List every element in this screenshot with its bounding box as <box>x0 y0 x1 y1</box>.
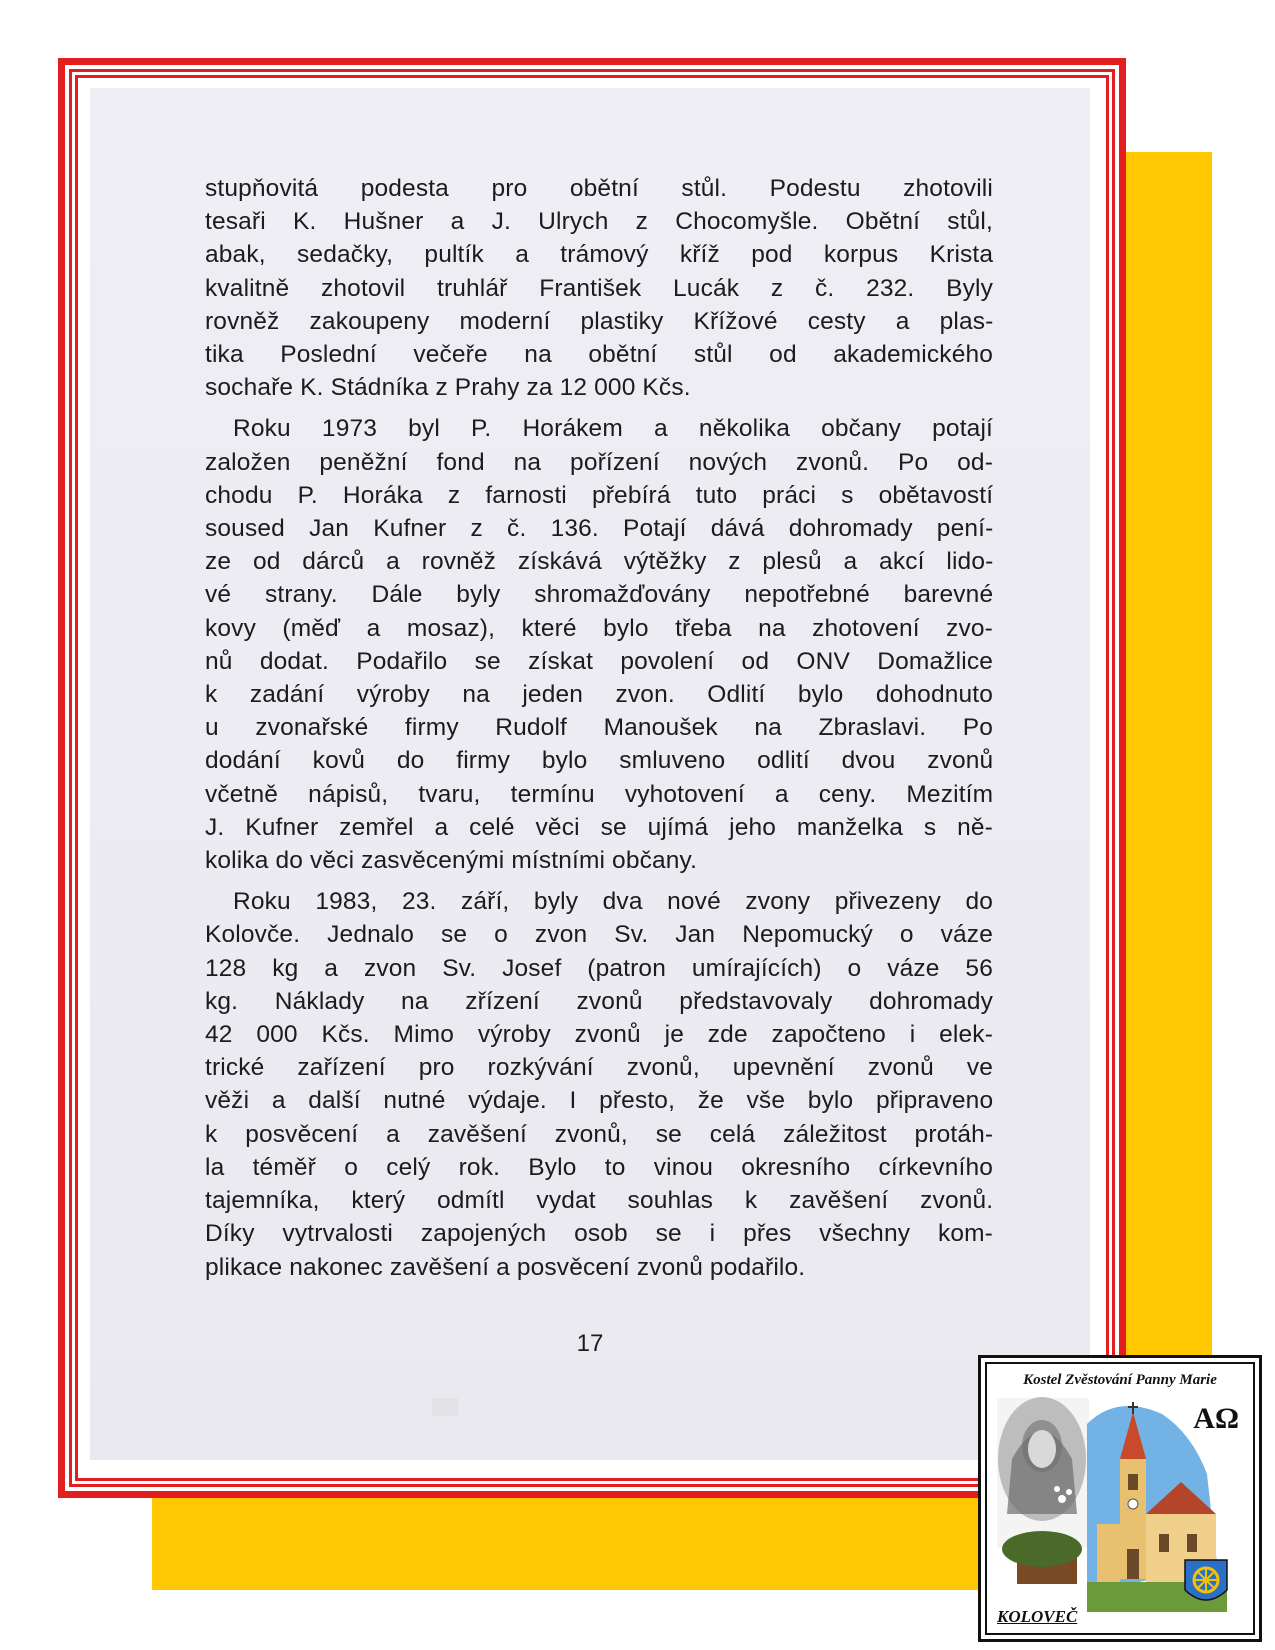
coat-of-arms-wheel-icon <box>1185 1560 1227 1600</box>
text-line: Díky vytrvalosti zapojených osob se i přes všechny kom- <box>205 1220 993 1248</box>
text-line: rovněž zakoupeny moderní plastiky Křížové cesty a plas- <box>205 307 994 335</box>
text-line: tika Poslední večeře na obětní stůl od akademického <box>205 341 994 369</box>
text-line: abak, sedačky, pultík a trámový kříž pod korpus Krista <box>205 241 994 269</box>
text-line: la téměř o celý rok. Bylo to vinou okresního církevního <box>205 1153 993 1181</box>
text-line: tajemníka, který odmítl vydat souhlas k zavěšení zvonů. <box>205 1187 994 1215</box>
text-line: tesaři K. Hušner a J. Ulrych z Chocomyšle. Obětní stůl, <box>205 208 993 236</box>
emblem-frame <box>985 1362 1255 1635</box>
text-line: 128 kg a zvon Sv. Josef (patron umírajících) o váze 56 <box>205 954 993 982</box>
text-line: včetně nápisů, tvaru, termínu vyhotovení a ceny. Mezitím <box>205 780 994 808</box>
text-line: Roku 1973 byl P. Horákem a několika občany potají <box>233 415 993 443</box>
text-line: plikace nakonec zavěšení a posvěcení zvonů podařilo. <box>205 1253 806 1281</box>
text-line: k posvěcení a zavěšení zvonů, se celá záležitost protáh- <box>205 1120 994 1148</box>
text-line: sochaře K. Stádníka z Prahy za 12 000 Kčs. <box>205 374 691 402</box>
parish-emblem <box>978 1355 1262 1642</box>
text-line: k zadání výroby na jeden zvon. Odlití bylo dohodnuto <box>205 681 993 709</box>
scan-smudge <box>432 1398 458 1416</box>
emblem-town: KOLOVEČ <box>997 1607 1078 1626</box>
text-line: kg. Náklady na zřízení zvonů představovaly dohromady <box>205 987 993 1015</box>
emblem-title: Kostel Zvěstování Panny Marie <box>1023 1372 1217 1388</box>
page-body-text <box>205 172 993 1292</box>
text-line: kovy (měď a mosaz), které bylo třeba na zhotovení zvo- <box>205 614 993 642</box>
paragraph <box>205 412 993 877</box>
text-line: J. Kufner zemřel a celé věci se ujímá jeho manželka s ně- <box>205 813 993 841</box>
text-line: trické zařízení pro rozkývání zvonů, upevnění zvonů ve <box>205 1054 993 1082</box>
text-line: kolika do věci zasvěcenými místními občany. <box>205 847 698 875</box>
text-line: Kolovče. Jednalo se o zvon Sv. Jan Nepomucký o váze <box>205 921 993 949</box>
text-line: založen peněžní fond na pořízení nových zvonů. Po od- <box>205 448 993 476</box>
text-line: chodu P. Horáka z farnosti přebírá tuto práci s obětavostí <box>205 481 994 509</box>
text-line: u zvonařské firmy Rudolf Manoušek na Zbraslavi. Po <box>205 714 993 742</box>
text-line: kvalitně zhotovil truhlář František Lucák z č. 232. Byly <box>205 274 993 302</box>
text-line: věži a další nutné výdaje. I přesto, že vše bylo připraveno <box>205 1087 994 1115</box>
paragraph <box>205 885 993 1283</box>
text-line: dodání kovů do firmy bylo smluveno odlití dvou zvonů <box>205 747 994 775</box>
text-line: 42 000 Kčs. Mimo výroby zvonů je zde započteno i elek- <box>205 1021 993 1049</box>
text-line: soused Jan Kufner z č. 136. Potají dává dohromady pení- <box>205 515 994 543</box>
madonna-portrait-icon <box>997 1397 1089 1548</box>
text-line: stupňovitá podesta pro obětní stůl. Podestu zhotovili <box>205 175 993 202</box>
text-line: vé strany. Dále byly shromažďovány nepotřebné barevné <box>205 581 994 609</box>
text-line: Roku 1983, 23. září, byly dva nové zvony přivezeny do <box>233 888 993 916</box>
alpha-omega-symbol: ΑΩ <box>1193 1402 1239 1435</box>
text-line: nů dodat. Podařilo se získat povolení od ONV Domažlice <box>205 647 994 675</box>
page-number: 17 <box>576 1330 604 1357</box>
text-line: ze od dárců a rovněž získává výtěžky z plesů a akcí lido- <box>205 548 994 576</box>
paragraph <box>205 172 993 404</box>
